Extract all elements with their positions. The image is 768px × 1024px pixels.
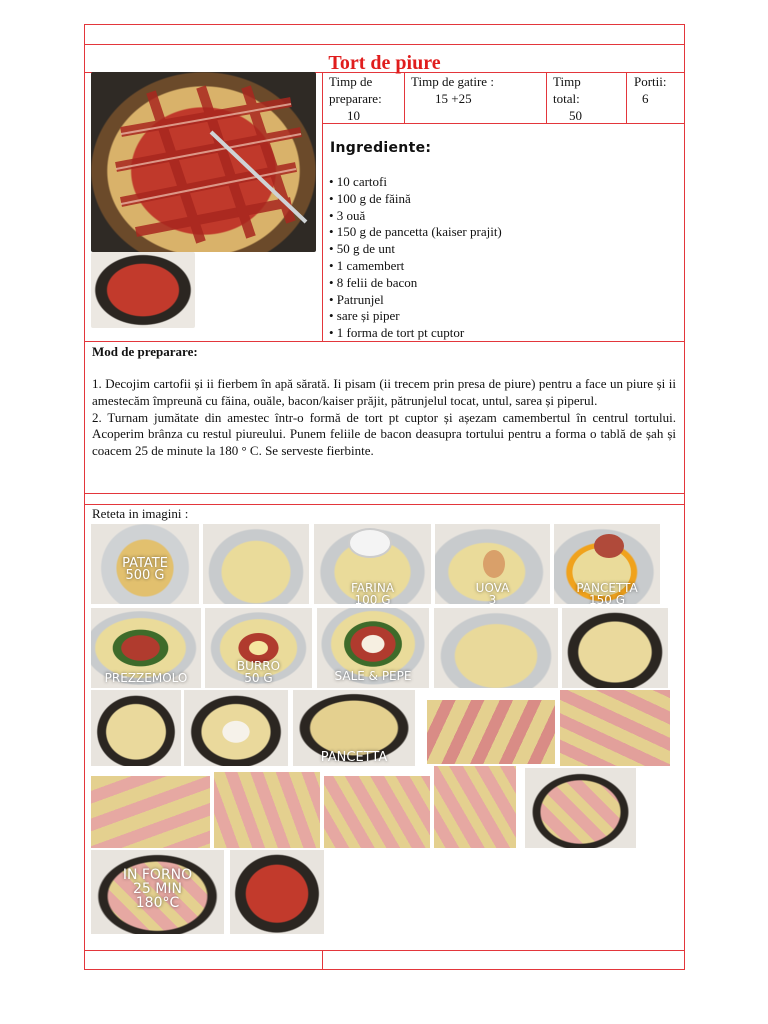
caption-farina: FARINA 100 G [350,581,395,604]
recipe-sheet [84,24,685,970]
step-photo-lattice-3 [324,776,430,848]
border-bottom [84,969,685,970]
step-photo-bacon-1 [427,700,555,764]
ingredient-item: • 50 g de unt [329,241,395,257]
step-photo-pancetta [554,524,660,604]
step-photo-lattice-2 [214,772,320,848]
step-photo-lattice-5 [525,768,636,848]
step-photo-salt-pepper [317,608,429,688]
ingredient-item: • 150 g de pancetta (kaiser prajit) [329,224,502,240]
step-photo-flour [314,524,431,604]
ingredients-heading: Ingrediente: [330,140,432,156]
step-photo-mix [434,608,558,688]
finished-pie-photo [91,72,316,252]
total-time-value: 50 [569,108,582,123]
step-photo-mash [203,524,309,604]
prep-time-label: Timp de preparare: [329,74,382,106]
gallery-label: Reteta in imagini : [92,506,189,521]
caption-sale-pepe: SALE & PEPE [334,669,412,683]
caption-in-forno: IN FORNO 25 MIN 180°C [122,867,193,911]
caption-burro: BURRO 50 G [236,659,281,685]
ingredient-item: • 1 camembert [329,257,405,273]
cook-time-label: Timp de gatire : [411,74,494,89]
caption-prezzemolo: PREZZEMOLO [104,671,188,685]
step-photo-butter [205,608,312,688]
portions-value: 6 [642,91,649,106]
method-text [92,376,676,460]
step-photo-cover [293,690,415,766]
cook-time-cell [411,73,543,107]
egg-shape [483,550,505,578]
method-step-2: 2. Turnam jumătate din amestec într-o formă de tort pt cuptor și așezam camembertul în centrul tortului. Acoperim brânza cu restul piureului. Punem feliile de bacon deasupra tortului pentru a forma o tablă de șah și coacem 25 de minute la 180 ° C. Se serveste fierbinte. [92,409,676,459]
ingredient-item: • sare și piper [329,308,400,324]
ingredient-item: • 1 forma de tort pt cuptor [329,325,465,341]
border-line [546,72,547,124]
step-photo-eggs [435,524,550,604]
ingredient-item: • 3 ouă [329,207,366,223]
ingredient-item: • 8 felii de bacon [329,274,418,290]
step-photo-tin [562,608,668,688]
ingredient-item: • Patrunjel [329,291,384,307]
step-photo-oven [91,850,224,934]
pancetta-bowl [594,534,624,558]
step-photo-bacon-2 [560,690,670,766]
portions-label: Portii: [634,74,667,89]
recipe-title: Tort de piure [328,52,441,74]
method-step-1: 1. Decojim cartofii și ii fierbem în apă sărată. Ii pisam (ii trecem prin presa de piure) pentru a face un piure și ii amestecăm împreună cu făina, ouăle, bacon/kaiser prăjit, pătrunjelul tocat, untul, sarea și piperul. [92,376,676,408]
step-photo-parsley [91,608,201,688]
caption-patate: PATATE 500 G [122,556,168,583]
prep-time-value: 10 [347,108,360,123]
cook-time-value: 15 +25 [435,91,472,106]
step-photo-fill-1 [91,690,181,766]
border-left [84,24,85,970]
border-line [322,72,323,342]
ingredient-item: • 10 cartofi [329,174,387,189]
step-photo-camembert [184,690,288,766]
border-line [84,504,685,505]
portions-cell [634,73,682,107]
border-line [84,493,685,494]
method-heading: Mod de preparare: [92,344,198,359]
border-top [84,24,685,25]
step-photo-potatoes [91,524,199,604]
ingredients-list [329,174,502,342]
border-line [626,72,627,124]
border-right [684,24,685,970]
step-photo-lattice-1 [91,776,210,848]
flour-bowl [348,528,392,558]
prep-time-cell [329,73,401,124]
border-line [84,950,685,951]
caption-uova: UOVA 3 [475,581,510,604]
bacon-lattice-illustration [91,72,316,252]
border-line [404,72,405,124]
pie-small-photo [91,252,195,328]
ingredient-item: • 100 g de făină [329,190,411,206]
border-line [84,44,685,45]
total-time-cell [553,73,623,124]
caption-pancetta: PANCETTA [320,750,388,765]
caption-pancetta-150: PANCETTA 150 G [576,581,638,604]
step-photo-baked [230,850,324,934]
border-line [322,950,323,970]
total-time-label: Timp total: [553,74,581,106]
step-photo-lattice-4 [434,766,516,848]
